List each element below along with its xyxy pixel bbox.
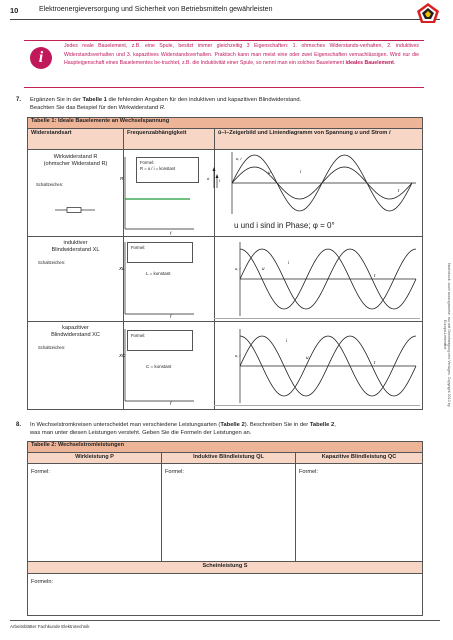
table-2-cell-inductive: Formel: — [162, 464, 296, 562]
table-1-title: Tabelle 1: Ideale Bauelemente an Wechselspannung — [28, 118, 423, 129]
capacitive-waveform — [236, 327, 420, 405]
svg-text:i: i — [286, 338, 287, 343]
table-1-col-freq: Frequenzabhängigkeit — [124, 129, 215, 150]
table-2-apparent-header: Scheinleistung S — [28, 562, 423, 574]
capacitive-formula-box: Formel: — [127, 330, 193, 351]
inductive-axis-x: f — [170, 314, 172, 319]
svg-text:î: î — [219, 178, 221, 183]
table-2-cell-capacitive: Formel: — [296, 464, 423, 562]
row-capacitive-type: kapazitiver Blindwiderstand XC Schaltzeichen: — [28, 322, 124, 410]
info-text: Jedes reale Bauelement, z.B. eine Spule, besitzt immer gleichzeitig 3 Eigenschaften: 1. ohmsches Widerstands-verhalten, 2. induktives Widerstandsverhalten und 3. kapazitives Widerstandsverhalten. Praktisch kann man meist eine oder zwei Eigenschaften vernachlässigen. Wird nur die Haupteigenschaft eines Bauelementes be-trachtet, z.B. die Induktivität einer Spule, so nennt man ein solches Bauelement ideales Bauelement. — [64, 43, 419, 66]
svg-text:u, i: u, i — [235, 266, 241, 271]
svg-text:i: i — [288, 260, 289, 265]
resistive-waveform — [228, 150, 420, 216]
capacitive-constant: C = konstant — [146, 364, 172, 369]
info-icon: i — [30, 47, 52, 69]
publisher-logo-icon — [416, 2, 440, 24]
svg-text:u: u — [306, 355, 309, 360]
resistive-axis-y: R — [120, 176, 124, 181]
svg-text:t: t — [374, 273, 376, 278]
svg-text:u, i: u, i — [236, 156, 242, 161]
task-8-number: 8. — [16, 422, 22, 428]
svg-text:û: û — [207, 176, 210, 181]
svg-text:t: t — [374, 360, 376, 365]
table-2-title: Tabelle 2: Wechselstromleistungen — [28, 442, 423, 453]
inductive-formula-box: Formel: — [127, 242, 193, 263]
table-2-apparent-cell: Formeln: — [28, 574, 423, 616]
row-resistive-type: Wirkwiderstand R (ohmscher Widerstand R) Schaltzeichen: — [28, 150, 124, 237]
resistive-formula-box: Formel: R = u / i = konstant — [136, 157, 199, 183]
copyright-side-note: Nachdruck, auch auszugsweise, nur mit Genehmigung des Verlages. Copyright 2013 by Europa-Lehrmittel — [443, 263, 451, 407]
table-2-col-real: Wirkleistung P — [28, 453, 162, 464]
task-7-number: 7. — [16, 97, 22, 103]
page-number: 10 — [10, 6, 19, 15]
svg-text:u, i: u, i — [235, 353, 241, 358]
svg-text:u: u — [262, 266, 265, 271]
resistor-symbol-icon — [55, 206, 95, 214]
table-2-col-capacitive: Kapazitive Blindleistung QC — [296, 453, 423, 464]
capacitive-axis-y: XC — [119, 353, 126, 358]
page-header-title: Elektroenergieversorgung und Sicherheit von Betriebsmitteln gewährleisten — [39, 6, 273, 13]
task-8-text: In Wechselstromkreisen unterscheidet man verschiedene Leistungsarten (Tabelle 2). Beschreiben Sie in der Tabelle 2, was man unter diesen Leistungen versteht. Geben Sie die Formeln der Leistungen an. — [30, 422, 336, 436]
resistive-axis-x: f — [170, 231, 172, 236]
inductive-waveform — [236, 240, 420, 318]
footer-text: Arbeitsblätter Fachkunde Elektrotechnik — [10, 624, 90, 629]
footer-rule — [10, 620, 440, 621]
svg-text:u: u — [268, 170, 271, 175]
table-2-col-inductive: Induktive Blindleistung QL — [162, 453, 296, 464]
table-1-col-type: Widerstandsart — [28, 129, 124, 150]
resistive-phasor — [204, 166, 224, 192]
svg-text:t: t — [398, 188, 400, 193]
inductive-axis-y: XL — [119, 266, 125, 271]
answer-line — [214, 405, 420, 406]
row-inductive-type: induktiver Blindwiderstand XL Schaltzeichen: — [28, 237, 124, 322]
table-1-col-diagram: û–î–Zeigerbild und Liniendiagramm von Spannung u und Strom i — [215, 129, 423, 150]
svg-text:i: i — [300, 169, 301, 174]
answer-line — [214, 318, 420, 319]
task-7-text: Ergänzen Sie in der Tabelle 1 die fehlenden Angaben für den induktiven und kapazitiven Blindwiderstand. Beachten Sie das Beispiel für den Wirkwiderstand R. — [30, 97, 302, 111]
capacitive-axis-x: f — [170, 401, 172, 406]
table-2 — [27, 441, 423, 616]
phase-text: u und i sind in Phase; φ = 0° — [234, 221, 335, 230]
inductive-constant: L = konstant — [146, 271, 171, 276]
table-2-cell-real: Formel: — [28, 464, 162, 562]
header-rule — [10, 19, 440, 20]
